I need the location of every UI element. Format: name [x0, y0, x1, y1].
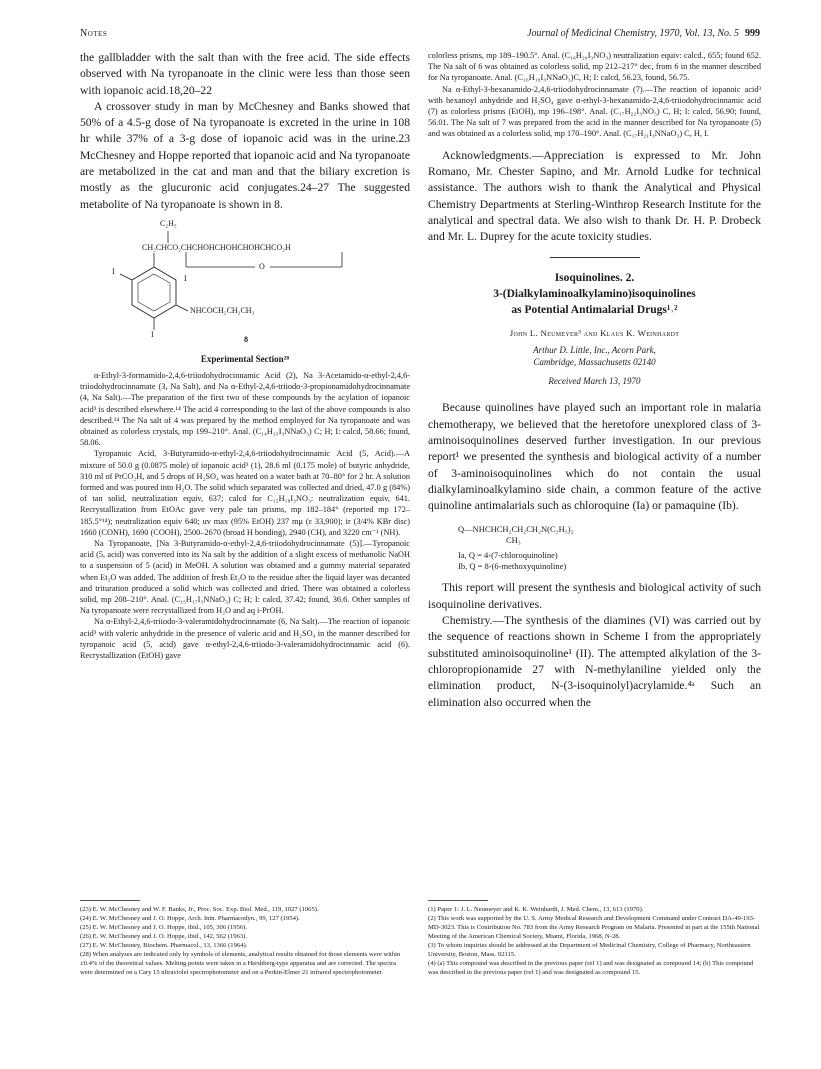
structure-amide: NHCOCH₂CH₂CH₃ [190, 305, 255, 315]
received-date: Received March 13, 1970 [548, 376, 641, 387]
experimental-paragraph-3: Na Tyropanoate, [Na 3-Butyramido-α-ethyl-2,4,6-triiodohydrocinnamate (5)].—Tyropanoic acid (5, acid) was converted into its Na salt by the addition of a slight excess of methanolic NaOH to a suspension of 5 (acid) in MeOH. A solution was obtained and a gummy material separated when Et₂O was added. The addition of fresh Et₂O to the residue after the liquid layer was decanted and trituration produced a solid which was collected and dried. There was obtained a colorless solid, mp 208–210°. Anal. (C₁₅H₁₇I₃NNaO₃) C; H; I: calcd, 37.42; found, 36.6. Other samples of Na tyropanoate were recrystallized from H₂O and aq i-PrOH. [80, 539, 410, 616]
formula-line-3: Ia, Q = 4-(7-chloroquinoline) [458, 550, 558, 561]
section-divider [550, 257, 640, 258]
structure-number: 8 [244, 334, 248, 344]
body-paragraph-1: Because quinolines have played such an important role in malaria chemotherapy, we believed that the heretofore unexplored class of 3-aminoisoquinolines deserved further investigation. In our previous report¹ we presented the synthesis and biological activity of a number of 3-aminoisoquinolines which do not contain the usual dialkylaminoalkylamino side chain, a common feature of the active quinoline antimalarials such as chloroquine (Ia) or pamaquine (Ib). [428, 401, 761, 513]
structure-iodine-bottom: I [151, 329, 154, 339]
body-paragraph-3: Chemistry.—The synthesis of the diamines (VI) was carried out by the sequence of reactions shown in Scheme I from the appropriately substituted aminoisoquinoline¹ (II). The attempted alkylation of the 3-chloropropionamide 27 with N-methylaniline yielded only the elimination product, N-(3-isoquinolyl)acrylamide.⁴ᵃ Such an elimination also occurred when the [428, 614, 761, 709]
footnote: (4) (a) This compound was described in the previous paper (ref 1) and was designated as compound 14; (b) This compound was described in the previous paper (ref 1) and was designated as compound 15. [428, 960, 754, 976]
intro-paragraph-1: the gallbladder with the salt than with the free acid. The side effects observed with Na tyropanoate in the clinic were less than those seen with iopanoic acid.18,20–22 [80, 51, 410, 97]
footnote: (27) E. W. McChesney, Biochem. Pharmacol., 13, 1366 (1964). [80, 942, 248, 949]
formula-line-1: Q—NHCHCH₂CH₂CH₂N(C₂H₅)₂ [458, 524, 574, 535]
footnote: (28) When analyses are indicated only by symbols of elements, analytical results obtained for those elements were within ±0.4% of the theoretical values. Melting points were taken in a Hershberg-type apparatus and are corrected. The spectra were determined on a Cary 15 ultraviolet spectrophotometer and on a Perkin-Elmer 21 infrared spectrophotometer. [80, 951, 401, 976]
structure-iodine-top: I [184, 273, 187, 283]
footnote-rule-right [428, 900, 488, 901]
experimental-paragraph-2: Tyropanoic Acid, 3-Butyramido-α-ethyl-2,4,6-triiodohydrocinnamic Acid (5, Acid).—A mixture of 50.0 g (0.0875 mole) of iopanoic acid³ (1), 28.6 ml (0.175 mole) of butyric anhydride, 310 ml of PrCO₂H, and 5 drops of H₂SO₄ was heated on a water bath at 70–80° for 2 hr. A solution formed and was poured into H₂O. The solid which separated was collected and dried, 47.0 g (84%) of tan solid, neutralization equiv, 637; calcd for C₁₅H₁₈I₃NO₃: neutralization equiv, 641. Recrystallization from EtOAc gave very pale tan prisms, mp 182–184° (reported mp 172–185.5°¹⁴); neutralization equiv 640; uv max (95% EtOH) 237 mμ (ε 33,900); ir (3/4% KBr disc) 1660 (CONH), 1690 (COOH), 2500–2670 (broad H bonding), 2940 (CH), and 3220 cm⁻¹ (NH). [80, 449, 410, 537]
intro-paragraph-2: A crossover study in man by McChesney and Banks showed that 50% of a 4.5-g dose of Na tyropanoate is excreted in the urine in 108 hr while 37% of a 3-g dose of iopanoic acid was in the urine.23 McChesney and Hoppe reported that iopanoic acid and Na tyropanoate are metabolized in the cat and man and that the biliary excretion is mostly as the glucuronic acid conjugates.24–27 The suggested metabolite of Na tyropanoate is shown in 8. [80, 99, 410, 211]
article-title-line-1: Isoquinolines. 2. [554, 272, 635, 285]
structure-iodine-left: I [112, 266, 115, 276]
section-label: Notes [80, 28, 108, 39]
article-title-line-3: as Potential Antimalarial Drugs¹˒² [511, 304, 678, 317]
body-paragraph-2: This report will present the synthesis and biological activity of such isoquinoline derivatives. [428, 581, 761, 611]
footnote: (23) E. W. McChesney and W. F. Banks, Jr., Proc. Soc. Exp. Biol. Med., 119, 1027 (1965). [80, 906, 319, 913]
footnote: (2) This work was supported by the U. S. Army Medical Research and Development Command under Contract DA-49-193-MD-3023. This is Contribution No. 783 from the Army Research Program on Malaria. Presented in part at the 155th National Meeting of the American Chemical Society, Miami, Florida, 1968, N-28. [428, 915, 760, 940]
footnote: (1) Paper 1: J. L. Neumeyer and K. K. Weinhardt, J. Med. Chem., 13, 613 (1970). [428, 906, 644, 913]
experimental-section-title: Experimental Section²⁸ [200, 353, 290, 364]
continued-paragraph-1: colorless prisms, mp 189–190.5°. Anal. (C₁₆H₂₀I₃NO₃) neutralization equiv: calcd., 655; found 652. The Na salt of 6 was obtained as colorless solid, mp 212–217° dec, from 6 in the manner described for Na tyropanoate. Anal. (C₁₆H₁₉I₃NNaO₃)C, H; I: calcd, 56.23, found, 56.75. [428, 51, 761, 83]
structure-ethyl: C₂H₅ [160, 218, 177, 228]
article-title-line-2: 3-(Dialkylaminoalkylamino)isoquinolines [493, 288, 696, 301]
affiliation-line-2: Cambridge, Massachusetts 02140 [533, 357, 656, 368]
formula-block [458, 524, 761, 572]
structure-chain: CH₂CHCO₂CHCHOHCHOHCHOHCHCO₂H [142, 242, 291, 252]
formula-line-4: Ib, Q = 8-(6-methoxyquinoline) [458, 561, 567, 572]
footnote: (3) To whom inquiries should be addressed at the Department of Medicinal Chemistry, College of Pharmacy, Northeastern University, Boston, Mass. 02115. [428, 942, 751, 958]
experimental-paragraph-4: Na α-Ethyl-2,4,6-triiodo-3-valeramidohydrocinnamate (6, Na Salt).—The reaction of iopanoic acid³ with valeric anhydride in the presence of valeric acid and H₂SO₄ in the manner described for tyropanoic acid (5, acid) gave α-ethyl-2,4,6-triiodo-3-valeramidohydrocinnamic acid (6). Recrystallization (EtOH) gave [80, 617, 410, 661]
authors: John L. Neumeyer³ and Klaus K. Weinhardt [509, 328, 680, 339]
continued-paragraph-2: Na α-Ethyl-3-hexanamido-2,4,6-triiodohydrocinnamate (7).—The reaction of iopanoic acid³ with hexanoyl anhydride and H₂SO₄ gave α-ethyl-3-hexanamido-2,4,6-triiodohydrocinnamic acid (7) as colorless prisms (EtOH), mp 196–198°. Anal. (C₁₇H₂₂I₃NO₃) C, H; I: calcd, 56.90; found, 56.01. The Na salt of 7 was prepared from the acid in the manner described for Na tyropanoate (5) and was obtained as a colorless solid, mp 170–190°. Anal. (C₁₇H₂₁I₃NNaO₃) C, H, I. [428, 84, 761, 139]
formula-line-2: CH₃ [506, 535, 521, 546]
footnotes-right [428, 900, 761, 977]
footnote: (24) E. W. McChesney and J. O. Hoppe, Arch. Intn. Pharmacodyn., 99, 127 (1954). [80, 915, 300, 922]
footnote: (25) E. W. McChesney and J. O. Hoppe, ibid., 105, 306 (1956). [80, 924, 248, 931]
affiliation-line-1: Arthur D. Little, Inc., Acorn Park, [533, 345, 656, 356]
experimental-paragraph-1: α-Ethyl-3-formamido-2,4,6-triiodohydrocinnamic Acid (2), Na 3-Acetamido-α-ethyl-2,4,6-triiodohydrocinnamate (3, Na Salt), and Na α-Ethyl-2,4,6-triiodo-3-propionamidohydrocinnamate (4, Na Salt).—The preparation of the first two of these compounds by the acylation of iopanoic acid³ is described elsewhere.¹⁴ The acid 4 corresponding to the last of the above compounds is also described.¹⁴ The Na salt of 4 was prepared by the method employed for Na tyropanoate and was obtained as colorless crystals, mp 199–210°. Anal. (C₁₄H₁₅I₃NNaO₃) C; H; I: calcd, 58.66; found, 58.06. [80, 370, 410, 448]
structure-8 [80, 219, 410, 344]
acknowledgments: Acknowledgments.—Appreciation is expressed to Mr. John Romano, Mr. Chester Sapino, and Mr. Arnold Ludke for technical assistance. The authors wish to thank the Analytical and Physical Chemistry Departments at Sterling-Winthrop Research Institute for the analytical and spectral data. We also wish to thank Dr. H. P. Drobeck and Mr. L. Duprey for the acute toxicity studies. [428, 148, 761, 244]
structure-8-bonds [80, 219, 410, 344]
affiliation [428, 344, 761, 368]
left-column [80, 50, 410, 661]
footnote-rule-left [80, 900, 140, 901]
footnotes-left [80, 900, 410, 977]
structure-ring-oxygen: O [259, 261, 265, 271]
page-number: 999 [745, 28, 760, 39]
page-header [80, 28, 760, 44]
footnote: (26) E. W. McChesney and J. O. Hoppe, ibid., 142, 562 (1963). [80, 933, 248, 940]
journal-citation [527, 28, 760, 39]
right-column [428, 50, 761, 711]
journal-name: Journal of Medicinal Chemistry, 1970, Vol. 13, No. 5 [527, 28, 739, 39]
